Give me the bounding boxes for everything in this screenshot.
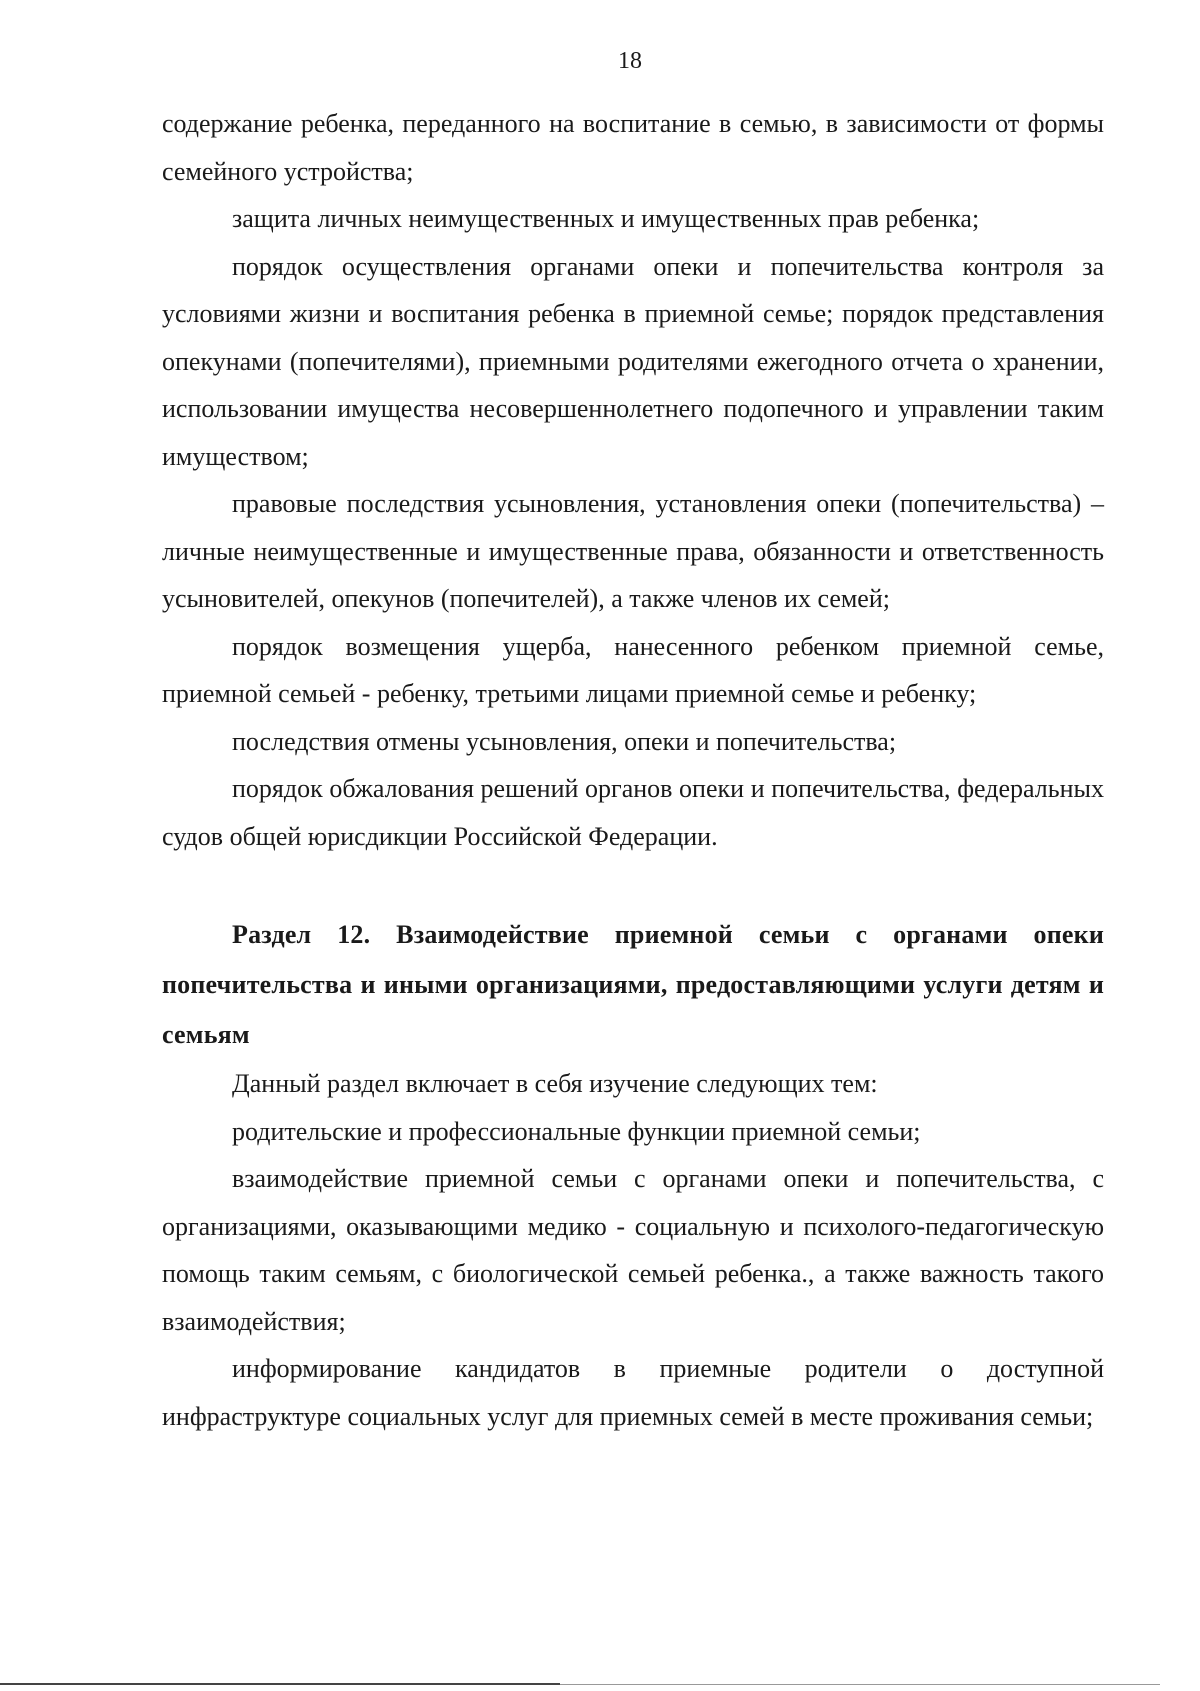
paragraph: последствия отмены усыновления, опеки и попечительства; bbox=[232, 726, 897, 756]
paragraph: взаимодействие приемной семьи с органами опеки и попечительства, с организациями, оказывающими медико - социальную и психолого-педагогическую помощь таким семьям, с биологической семьей ребенка., а также важность такого взаимодействия; bbox=[162, 1164, 1104, 1336]
paragraph: порядок обжалования решений органов опеки и попечительства, федеральных судов общей юрисдикции Российской Федерации. bbox=[162, 774, 1104, 851]
document-body bbox=[162, 100, 1104, 1440]
paragraph: информирование кандидатов в приемные родители о доступной инфраструктуре социальных услуг для приемных семей в месте проживания семьи; bbox=[162, 1354, 1104, 1431]
paragraph: содержание ребенка, переданного на воспитание в семью, в зависимости от формы семейного устройства; bbox=[162, 109, 1104, 186]
paragraph: порядок осуществления органами опеки и попечительства контроля за условиями жизни и воспитания ребенка в приемной семье; порядок представления опекунами (попечителями), приемными родителями ежегодного отчета о хранении, использовании имущества несовершеннолетнего подопечного и управлении таким имуществом; bbox=[162, 251, 1104, 471]
section-heading: Раздел 12. Взаимодействие приемной семьи с органами опеки попечительства и иными организациями, предоставляющими услуги детям и семьям bbox=[162, 920, 1104, 1049]
section-spacer bbox=[162, 860, 1104, 910]
scan-edge-line bbox=[0, 1683, 560, 1685]
paragraph: защита личных неимущественных и имущественных прав ребенка; bbox=[232, 204, 980, 233]
scan-edge-line bbox=[560, 1684, 1160, 1685]
paragraph: родительские и профессиональные функции приемной семьи; bbox=[232, 1116, 921, 1146]
page-number: 18 bbox=[618, 48, 642, 74]
paragraph: правовые последствия усыновления, установления опеки (попечительства) – личные неимущественные и имущественные права, обязанности и ответственность усыновителей, опекунов (попечителей), а также членов их семей; bbox=[162, 489, 1104, 613]
paragraph: порядок возмещения ущерба, нанесенного ребенком приемной семье, приемной семьей - ребенку, третьими лицами приемной семье и ребенку; bbox=[162, 631, 1104, 708]
paragraph: Данный раздел включает в себя изучение следующих тем: bbox=[232, 1069, 878, 1098]
